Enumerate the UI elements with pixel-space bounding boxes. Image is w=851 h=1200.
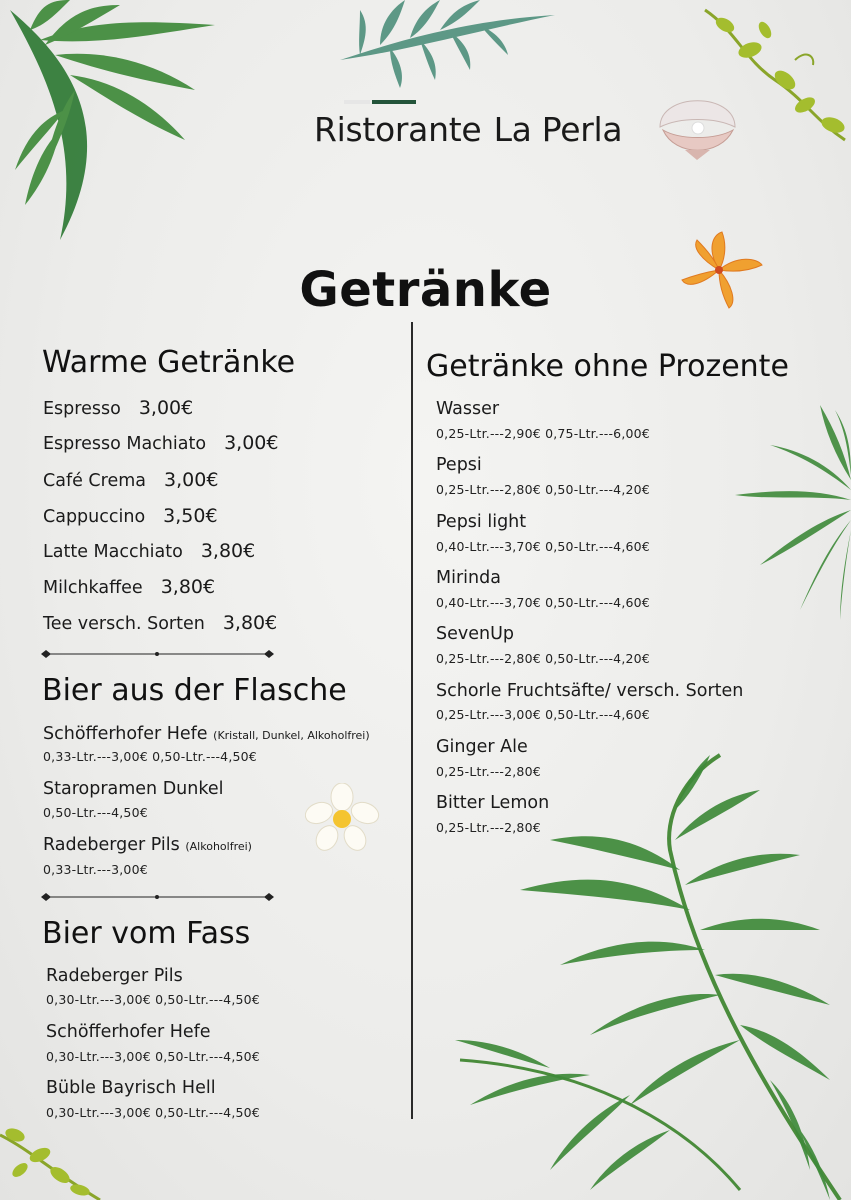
section-title-ohne: Getränke ohne Prozente <box>426 349 789 384</box>
item-price: 3,80€ <box>160 576 216 598</box>
item-name: Schöfferhofer Hefe <box>43 724 208 744</box>
item-sizes: 0,25-Ltr.---2,80€ <box>436 764 541 779</box>
list-item <box>436 399 499 419</box>
frangipani-flower-icon <box>305 783 380 851</box>
item-name: Espresso Machiato <box>43 434 207 454</box>
list-item <box>43 540 255 562</box>
list-item <box>436 624 514 644</box>
list-item <box>46 1078 216 1098</box>
item-price: 3,00€ <box>138 397 194 419</box>
item-name: Mirinda <box>436 568 501 588</box>
section-separator <box>40 891 275 903</box>
item-sizes: 0,25-Ltr.---2,80€ 0,50-Ltr.---4,20€ <box>436 482 650 497</box>
item-sizes: 0,40-Ltr.---3,70€ 0,50-Ltr.---4,60€ <box>436 539 650 554</box>
palm-leaf-icon <box>320 0 560 90</box>
list-item <box>436 512 526 532</box>
restaurant-name-part2: La Perla <box>493 110 623 149</box>
list-item <box>43 505 218 527</box>
item-sizes: 0,33-Ltr.---3,00€ <box>43 862 148 877</box>
item-sizes: 0,25-Ltr.---3,00€ 0,50-Ltr.---4,60€ <box>436 707 650 722</box>
item-name: Radeberger Pils <box>46 966 183 986</box>
page-title: Getränke <box>299 262 552 318</box>
item-sizes: 0,25-Ltr.---2,90€ 0,75-Ltr.---6,00€ <box>436 426 650 441</box>
list-item <box>436 455 482 475</box>
list-item <box>436 793 549 813</box>
item-sizes: 0,30-Ltr.---3,00€ 0,50-Ltr.---4,50€ <box>46 1049 260 1064</box>
palm-leaf-icon <box>0 0 230 250</box>
list-item <box>436 681 743 701</box>
item-name: Büble Bayrisch Hell <box>46 1078 216 1098</box>
section-title-flasche: Bier aus der Flasche <box>42 673 347 708</box>
item-name: Pepsi light <box>436 512 527 532</box>
item-name: Milchkaffee <box>43 578 143 598</box>
item-name: Latte Macchiato <box>43 542 183 562</box>
list-item <box>43 779 224 799</box>
list-item <box>43 469 218 491</box>
list-item <box>43 724 370 744</box>
item-price: 3,50€ <box>163 505 218 527</box>
list-item <box>43 612 277 634</box>
item-sizes: 0,33-Ltr.---3,00€ 0,50-Ltr.---4,50€ <box>43 749 257 764</box>
item-sizes: 0,25-Ltr.---2,80€ <box>436 820 541 835</box>
restaurant-name <box>314 110 622 149</box>
item-name: Schöfferhofer Hefe <box>46 1022 211 1042</box>
palm-leaf-icon <box>730 400 851 630</box>
item-name: Radeberger Pils <box>43 835 180 855</box>
item-name: SevenUp <box>436 624 515 644</box>
item-sizes: 0,50-Ltr.---4,50€ <box>43 805 148 820</box>
item-price: 3,00€ <box>224 432 279 454</box>
brand-bar-light <box>344 100 370 104</box>
vine-icon <box>0 1115 110 1200</box>
item-name: Wasser <box>436 399 500 419</box>
item-name: Staropramen Dunkel <box>43 779 224 799</box>
section-title-fass: Bier vom Fass <box>42 916 251 951</box>
item-name: Espresso <box>43 399 121 419</box>
item-price: 3,00€ <box>164 469 219 491</box>
item-name: Tee versch. Sorten <box>43 614 205 634</box>
section-title-warme: Warme Getränke <box>42 345 296 380</box>
column-divider <box>411 322 413 1119</box>
item-name: Bitter Lemon <box>436 793 550 813</box>
item-sizes: 0,40-Ltr.---3,70€ 0,50-Ltr.---4,60€ <box>436 595 650 610</box>
section-separator <box>40 648 275 660</box>
item-name: Ginger Ale <box>436 737 528 757</box>
item-name: Pepsi <box>436 455 482 475</box>
brand-bar-dark <box>372 100 416 104</box>
item-sizes: 0,30-Ltr.---3,00€ 0,50-Ltr.---4,50€ <box>46 1105 260 1120</box>
list-item <box>436 568 501 588</box>
list-item <box>43 432 278 454</box>
list-item <box>43 576 215 598</box>
item-price: 3,80€ <box>222 612 278 634</box>
item-price: 3,80€ <box>200 540 256 562</box>
list-item <box>46 1022 211 1042</box>
item-name: Schorle Fruchtsäfte/ versch. Sorten <box>436 681 744 701</box>
item-note: (Alkoholfrei) <box>185 840 252 853</box>
shell-pearl-icon <box>655 82 740 162</box>
item-sizes: 0,25-Ltr.---2,80€ 0,50-Ltr.---4,20€ <box>436 651 650 666</box>
list-item <box>46 966 183 986</box>
item-name: Cappuccino <box>43 507 146 527</box>
list-item <box>43 835 252 855</box>
item-sizes: 0,30-Ltr.---3,00€ 0,50-Ltr.---4,50€ <box>46 992 260 1007</box>
restaurant-name-part1: Ristorante <box>314 110 482 149</box>
item-note: (Kristall, Dunkel, Alkoholfrei) <box>213 729 370 742</box>
item-name: Café Crema <box>43 471 147 491</box>
palm-leaf-icon <box>440 750 851 1200</box>
list-item <box>436 737 528 757</box>
list-item <box>43 397 193 419</box>
